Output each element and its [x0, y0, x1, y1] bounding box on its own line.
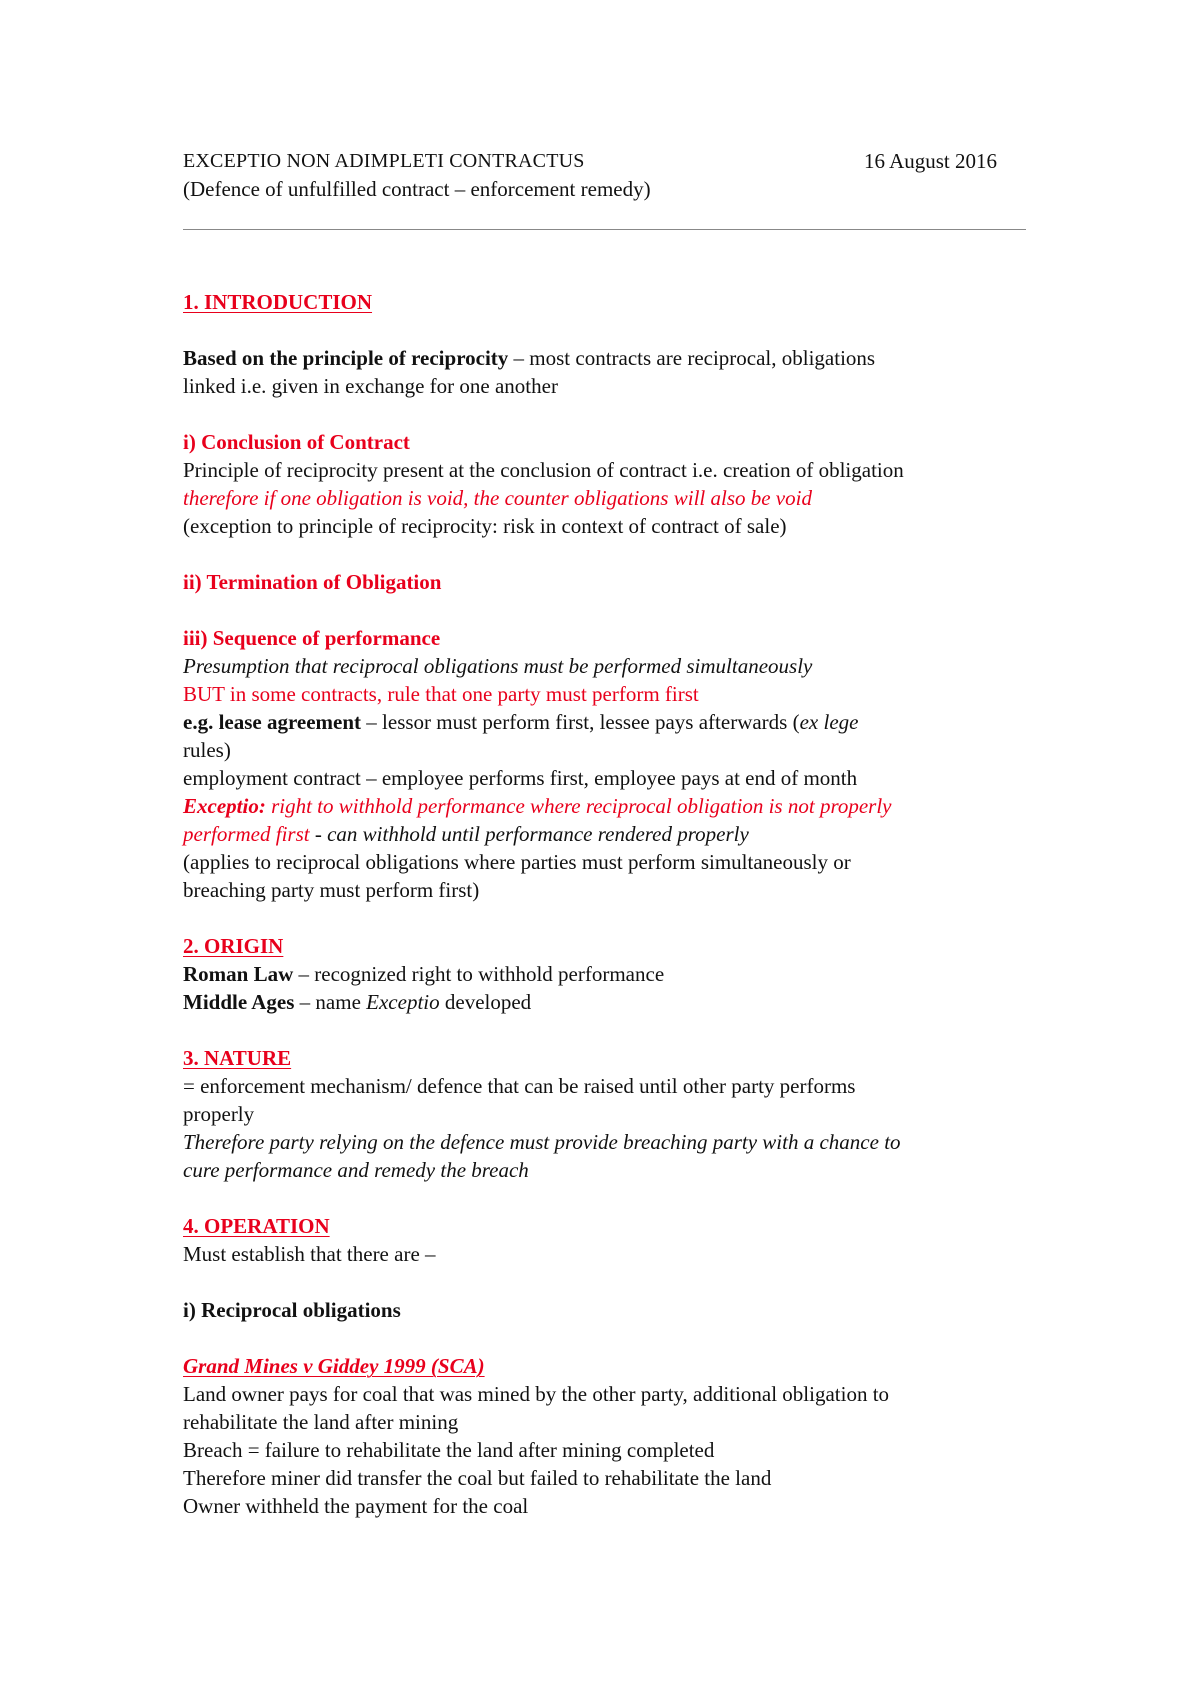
operation-line-1: Must establish that there are – [183, 1242, 436, 1266]
intro-paragraph-line [183, 344, 875, 372]
sequence-line-2: BUT in some contracts, rule that one party must perform first [183, 682, 699, 706]
exceptio-definition: right to withhold performance where reciprocal obligation is not properly [265, 794, 892, 818]
subheading-reciprocal-obligations: i) Reciprocal obligations [183, 1298, 401, 1322]
origin-line-2 [183, 988, 531, 1016]
subheading-sequence-of-performance: iii) Sequence of performance [183, 626, 441, 650]
lease-agreement-label: e.g. lease agreement [183, 710, 362, 734]
performed-first-text: performed first [183, 822, 310, 846]
subheading-conclusion-of-contract: i) Conclusion of Contract [183, 430, 410, 454]
nature-line-2: properly [183, 1102, 255, 1126]
roman-law-label: Roman Law [183, 962, 294, 986]
intro-paragraph-line-2: linked i.e. given in exchange for one another [183, 374, 558, 398]
sequence-line-3 [183, 708, 858, 736]
exceptio-term: Exceptio [366, 990, 440, 1014]
exceptio-label: Exceptio: [183, 794, 266, 818]
nature-line-1: = enforcement mechanism/ defence that can be raised until other party performs [183, 1074, 856, 1098]
origin-line-1 [183, 960, 664, 988]
withhold-text: - can withhold until performance rendered properly [309, 822, 749, 846]
middle-ages-end: developed [439, 990, 532, 1014]
case-line-2: rehabilitate the land after mining [183, 1410, 459, 1434]
ex-lege-term: ex lege [799, 710, 859, 734]
case-line-3: Breach = failure to rehabilitate the land after mining completed [183, 1438, 715, 1462]
subheading-termination-of-obligation: ii) Termination of Obligation [183, 570, 442, 594]
case-line-1: Land owner pays for coal that was mined by the other party, additional obligation to [183, 1382, 890, 1406]
conclusion-line-2: therefore if one obligation is void, the counter obligations will also be void [183, 486, 812, 510]
case-line-4: Therefore miner did transfer the coal but failed to rehabilitate the land [183, 1466, 772, 1490]
section-heading-origin: 2. ORIGIN [183, 934, 284, 958]
sequence-line-4: rules) [183, 738, 231, 762]
sequence-line-1: Presumption that reciprocal obligations must be performed simultaneously [183, 654, 813, 678]
intro-text: – most contracts are reciprocal, obligations [508, 346, 876, 370]
lease-agreement-text: – lessor must perform first, lessee pays afterwards ( [361, 710, 800, 734]
document-subtitle: (Defence of unfulfilled contract – enforcement remedy) [183, 177, 651, 201]
case-line-5: Owner withheld the payment for the coal [183, 1494, 529, 1518]
nature-line-3: Therefore party relying on the defence must provide breaching party with a chance to [183, 1130, 901, 1154]
conclusion-line-1: Principle of reciprocity present at the conclusion of contract i.e. creation of obligation [183, 458, 904, 482]
sequence-line-6 [183, 792, 892, 820]
sequence-line-9: breaching party must perform first) [183, 878, 480, 902]
document-date: 16 August 2016 [864, 149, 998, 173]
conclusion-line-3: (exception to principle of reciprocity: risk in context of contract of sale) [183, 514, 787, 538]
section-heading-nature: 3. NATURE [183, 1046, 292, 1070]
section-heading-introduction: 1. INTRODUCTION [183, 290, 373, 314]
intro-bold-phrase: Based on the principle of reciprocity [183, 346, 509, 370]
sequence-line-5: employment contract – employee performs first, employee pays at end of month [183, 766, 858, 790]
case-title: Grand Mines v Giddey 1999 (SCA) [183, 1354, 485, 1378]
nature-line-4: cure performance and remedy the breach [183, 1158, 529, 1182]
document-title: EXCEPTIO NON ADIMPLETI CONTRACTUS [183, 150, 585, 172]
section-heading-operation: 4. OPERATION [183, 1214, 330, 1238]
header-divider [183, 229, 1026, 230]
middle-ages-text: – name [294, 990, 367, 1014]
middle-ages-label: Middle Ages [183, 990, 295, 1014]
sequence-line-7 [183, 820, 749, 848]
roman-law-text: – recognized right to withhold performance [293, 962, 665, 986]
sequence-line-8: (applies to reciprocal obligations where parties must perform simultaneously or [183, 850, 851, 874]
